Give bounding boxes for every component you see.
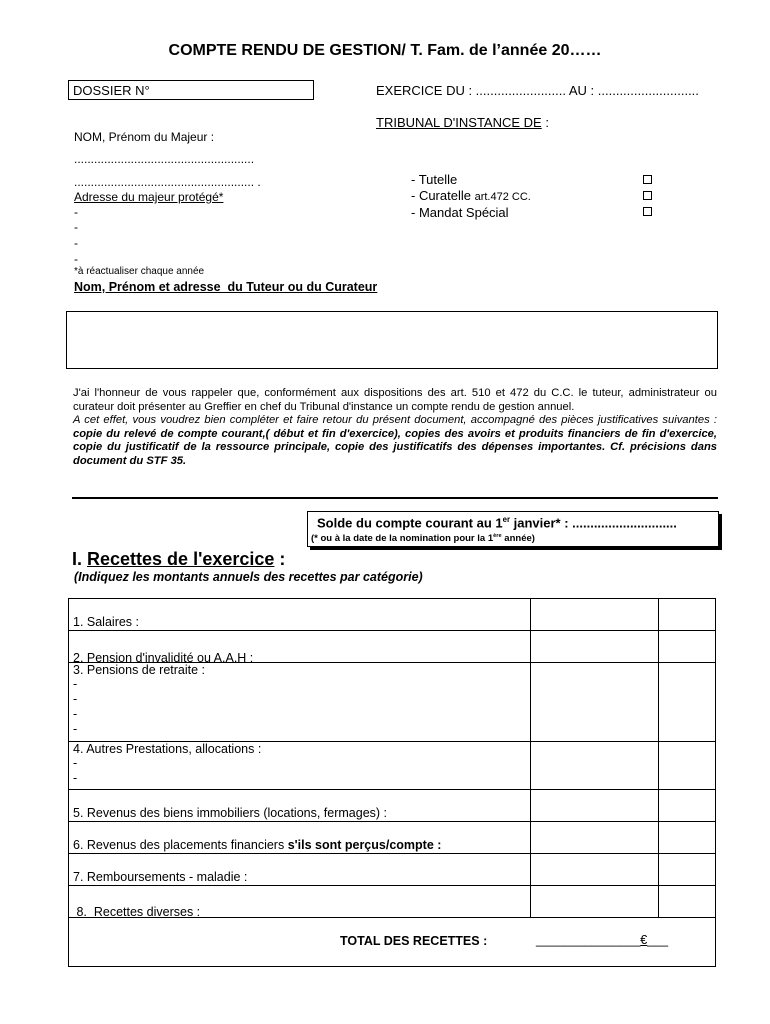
- table-row: [69, 599, 716, 631]
- extra-cell[interactable]: [659, 663, 716, 742]
- amount-cell[interactable]: [531, 631, 659, 663]
- table-row: [69, 742, 716, 790]
- mesure-curatelle-label: - Curatelle: [411, 188, 471, 203]
- tribunal-colon: :: [541, 115, 549, 130]
- solde-dots: janvier* : .............................: [510, 515, 677, 531]
- row-dash: -: [73, 756, 78, 770]
- amount-cell[interactable]: [531, 886, 659, 918]
- table-row: [69, 886, 716, 918]
- row-label: 5. Revenus des biens immobiliers (locations, fermages) :: [73, 806, 388, 820]
- recettes-table: [68, 598, 716, 967]
- mesure-curatelle: [411, 188, 531, 203]
- row-label-immobiliers: [69, 790, 531, 822]
- row-label: 7. Remboursements - maladie :: [73, 870, 248, 884]
- amount-cell[interactable]: [531, 822, 659, 854]
- reactualiser-note: *à réactualiser chaque année: [74, 266, 205, 277]
- extra-cell[interactable]: [659, 886, 716, 918]
- adresse-dash-4: -: [74, 252, 78, 266]
- curatelle-checkbox[interactable]: [643, 191, 652, 200]
- table-row: [69, 663, 716, 742]
- row-label: 1. Salaires :: [73, 615, 140, 629]
- adresse-dash-2: -: [74, 220, 78, 234]
- solde-note-sup: ère: [493, 533, 502, 539]
- solde-text: Solde du compte courant au 1: [317, 515, 503, 531]
- solde-sup: er: [502, 515, 511, 524]
- amount-cell[interactable]: [531, 854, 659, 886]
- section-number: I.: [72, 549, 88, 569]
- extra-cell[interactable]: [659, 822, 716, 854]
- instructions-italic: A cet effet, vous voudrez bien compléter et faire retour du présent document, accompagné des pièces justificatives suivantes :: [73, 414, 717, 427]
- table-row: [69, 822, 716, 854]
- table-row: [69, 854, 716, 886]
- row-label-salaires: [69, 599, 531, 631]
- page-title: COMPTE RENDU DE GESTION/ T. Fam. de l’année 20……: [168, 42, 602, 59]
- row-label: 8. Recettes diverses :: [73, 905, 201, 919]
- row-label-retraite: [69, 663, 531, 742]
- extra-cell[interactable]: [659, 790, 716, 822]
- section-colon: :: [274, 549, 286, 569]
- amount-cell[interactable]: [531, 742, 659, 790]
- majeur-nom-label: NOM, Prénom du Majeur :: [74, 130, 215, 144]
- amount-cell[interactable]: [531, 790, 659, 822]
- section-title: Recettes de l'exercice: [87, 549, 275, 569]
- majeur-dots-1[interactable]: ......................................................: [74, 152, 255, 166]
- amount-cell[interactable]: [531, 599, 659, 631]
- amount-cell[interactable]: [531, 663, 659, 742]
- row-label: 4. Autres Prestations, allocations :: [73, 742, 262, 756]
- extra-cell[interactable]: [659, 854, 716, 886]
- adresse-label: Adresse du majeur protégé*: [74, 190, 224, 204]
- exercice-line[interactable]: EXERCICE DU : ......................... AU : ............................: [376, 83, 699, 98]
- solde-note-text: (* ou à la date de la nomination pour la 1: [311, 533, 494, 545]
- row-label: 3. Pensions de retraite :: [73, 663, 206, 677]
- dossier-field[interactable]: DOSSIER N°: [68, 80, 314, 100]
- solde-note-end: année): [501, 533, 535, 545]
- row-label-maladie: [69, 854, 531, 886]
- table-row: [69, 790, 716, 822]
- extra-cell[interactable]: [659, 599, 716, 631]
- solde-note: [311, 533, 535, 544]
- tribunal-line[interactable]: [376, 115, 549, 130]
- total-row: [69, 918, 716, 967]
- total-line: _______________: [536, 933, 641, 947]
- instructions-bold: copie du relevé de compte courant,( début et fin d'exercice), copies des avoirs et produits financiers de fin d'exercice, copie du justificatif de la ressource principale, copie des justificatifs des dépenses importantes. Cf. précisions dans document du STF 35.: [73, 427, 717, 467]
- extra-cell[interactable]: [659, 631, 716, 663]
- row-dash: -: [73, 722, 78, 736]
- instructions-paragraph: [73, 387, 717, 469]
- tuteur-address-box[interactable]: [66, 311, 718, 369]
- row-label-placements: [69, 822, 531, 854]
- solde-box[interactable]: [307, 511, 719, 547]
- row-dash: -: [73, 771, 78, 785]
- solde-label: [317, 515, 677, 530]
- row-dash: -: [73, 692, 78, 706]
- separator: [72, 497, 718, 499]
- row-label-prestations: [69, 742, 531, 790]
- table-row: [69, 631, 716, 663]
- row-label: 2. Pension d'invalidité ou A.A.H :: [73, 651, 254, 665]
- mesure-mandat: - Mandat Spécial: [411, 205, 509, 220]
- tutelle-checkbox[interactable]: [643, 175, 652, 184]
- euro-symbol: €: [640, 933, 648, 947]
- tuteur-heading: Nom, Prénom et adresse du Tuteur ou du Curateur: [74, 280, 378, 294]
- majeur-dots-2[interactable]: ...................................................... .: [74, 175, 261, 189]
- tribunal-label: TRIBUNAL D'INSTANCE DE: [376, 115, 542, 130]
- instructions-text: J'ai l'honneur de vous rappeler que, conformément aux dispositions des art. 510 et 472 du C.C. le tuteur, administrateur ou curateur doit présenter au Greffier en chef du Tribunal d'instance un compte rendu de gestion annuel.: [73, 387, 717, 413]
- total-amount-field[interactable]: [536, 933, 668, 947]
- extra-cell[interactable]: [659, 742, 716, 790]
- section-subtitle: (Indiquez les montants annuels des recettes par catégorie): [74, 570, 423, 584]
- row-label-diverses: [69, 886, 531, 918]
- total-line-tail: ___: [647, 933, 669, 947]
- row-label-bold: s'ils sont perçus/compte :: [287, 838, 442, 852]
- section-heading: [72, 549, 285, 570]
- row-dash: -: [73, 677, 78, 691]
- row-dash: -: [73, 707, 78, 721]
- total-cell: [69, 918, 716, 967]
- mesure-tutelle: - Tutelle: [411, 172, 458, 187]
- row-label-text: 6. Revenus des placements financiers: [73, 838, 288, 852]
- adresse-dash-3: -: [74, 236, 78, 250]
- mandat-checkbox[interactable]: [643, 207, 652, 216]
- adresse-dash-1: -: [74, 205, 78, 219]
- mesure-curatelle-article: art.472 CC.: [474, 191, 531, 203]
- row-label-pension: [69, 631, 531, 663]
- row-label: [73, 838, 530, 853]
- total-label: TOTAL DES RECETTES :: [340, 934, 488, 948]
